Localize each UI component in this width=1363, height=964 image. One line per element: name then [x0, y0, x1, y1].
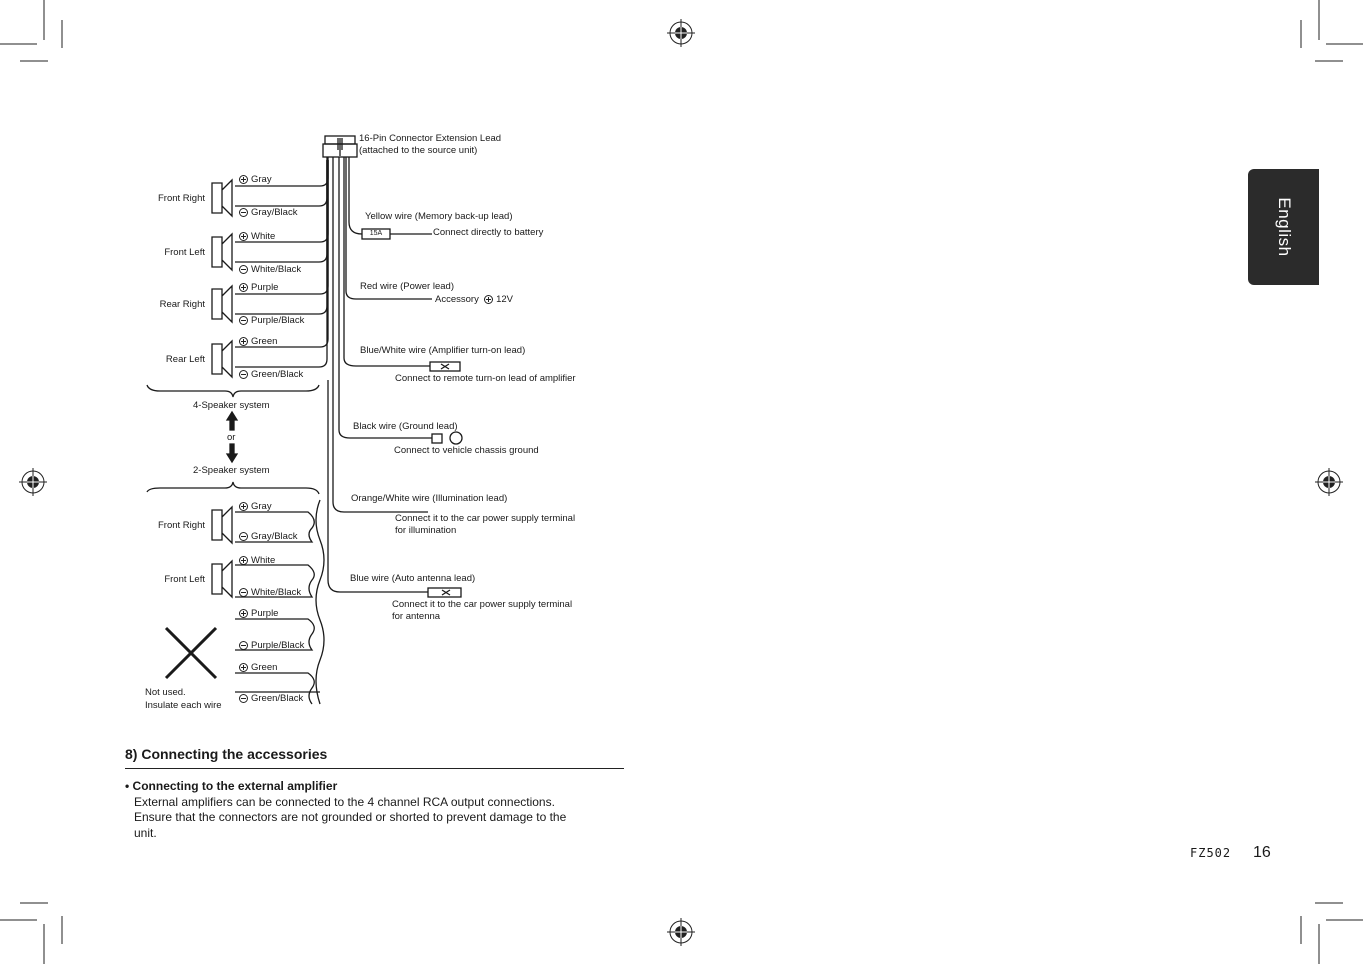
wire-plus-label: Green: [239, 336, 277, 347]
plus-icon: [239, 283, 248, 292]
wire-plus-label: Gray: [239, 501, 272, 512]
speaker-icon: [212, 286, 232, 322]
plus-icon: [239, 337, 248, 346]
illumination-note-line2: for illumination: [395, 525, 457, 536]
speaker-icon: [212, 341, 232, 377]
illumination-note-line1: Connect it to the car power supply terminal: [395, 513, 576, 524]
section-heading: 8) Connecting the accessories: [125, 746, 328, 762]
wire-minus-label: Green/Black: [239, 693, 303, 704]
wire-minus-label: Purple/Black: [239, 315, 304, 326]
wire-plus-label: Gray: [239, 174, 272, 185]
not-used-label: Not used.: [145, 687, 186, 698]
plus-icon: [484, 295, 493, 304]
wire-minus-label: Gray/Black: [239, 531, 297, 542]
two-speaker-label: 2-Speaker system: [193, 465, 270, 476]
plus-icon: [239, 502, 248, 511]
minus-icon: [239, 265, 248, 274]
minus-icon: [239, 208, 248, 217]
red-wire-label: Red wire (Power lead): [360, 281, 454, 292]
wire-minus-label: Purple/Black: [239, 640, 304, 651]
speaker-front-left-label: Front Left: [164, 574, 205, 585]
body-line: Ensure that the connectors are not grounded or shorted to prevent damage to the: [134, 810, 567, 824]
heading-rule: [125, 768, 624, 769]
speaker-icon: [212, 180, 232, 216]
battery-note: Connect directly to battery: [433, 227, 544, 238]
minus-icon: [239, 532, 248, 541]
or-label: or: [227, 432, 236, 443]
bullet-title: • Connecting to the external amplifier: [125, 779, 338, 793]
body-line: unit.: [134, 826, 157, 840]
wire-minus-label: White/Black: [239, 264, 301, 275]
antenna-note-line2: for antenna: [392, 611, 441, 622]
connector-subtitle: (attached to the source unit): [359, 145, 478, 156]
model-number: FZ502: [1190, 846, 1232, 860]
blue-wire-label: Blue wire (Auto antenna lead): [350, 573, 476, 584]
plus-icon: [239, 175, 248, 184]
page-number: 16: [1253, 844, 1271, 861]
speaker-front-left-label: Front Left: [164, 247, 205, 258]
plus-icon: [239, 663, 248, 672]
yellow-wire-label: Yellow wire (Memory back-up lead): [365, 211, 513, 222]
minus-icon: [239, 694, 248, 703]
four-speaker-label: 4-Speaker system: [193, 400, 270, 411]
wire-plus-label: White: [239, 231, 275, 242]
wire-plus-label: Purple: [239, 608, 278, 619]
speaker-front-right-label: Front Right: [158, 520, 205, 531]
orange-white-wire-label: Orange/White wire (Illumination lead): [351, 493, 508, 504]
wire-minus-label: Green/Black: [239, 369, 303, 380]
wire-minus-label: Gray/Black: [239, 207, 297, 218]
speaker-icon: [212, 561, 232, 597]
antenna-note-line1: Connect it to the car power supply terminal: [392, 599, 573, 610]
minus-icon: [239, 316, 248, 325]
fuse-label: 15A: [369, 230, 383, 237]
speaker-icon: [212, 507, 232, 543]
amplifier-note: Connect to remote turn-on lead of amplifier: [395, 373, 576, 384]
black-wire-label: Black wire (Ground lead): [353, 421, 458, 432]
speaker-rear-left-label: Rear Left: [165, 354, 205, 365]
body-line: External amplifiers can be connected to the 4 channel RCA output connections.: [134, 795, 555, 809]
speaker-rear-right-label: Rear Right: [159, 299, 205, 310]
ground-note: Connect to vehicle chassis ground: [394, 445, 539, 456]
wire-plus-label: White: [239, 555, 275, 566]
connector-title: 16-Pin Connector Extension Lead: [359, 133, 502, 144]
plus-icon: [239, 232, 248, 241]
minus-icon: [239, 370, 248, 379]
minus-icon: [239, 588, 248, 597]
wire-minus-label: White/Black: [239, 587, 301, 598]
plus-icon: [239, 609, 248, 618]
wire-plus-label: Purple: [239, 282, 278, 293]
minus-icon: [239, 641, 248, 650]
language-tab[interactable]: [1248, 169, 1319, 285]
insulate-label: Insulate each wire: [145, 700, 222, 711]
blue-white-wire-label: Blue/White wire (Amplifier turn-on lead): [360, 345, 526, 356]
speaker-icon: [212, 234, 232, 270]
accessory-note: Accessory 12V: [435, 294, 514, 305]
language-tab-label: English: [1274, 197, 1294, 257]
wire-plus-label: Green: [239, 662, 277, 673]
plus-icon: [239, 556, 248, 565]
speaker-front-right-label: Front Right: [158, 193, 205, 204]
